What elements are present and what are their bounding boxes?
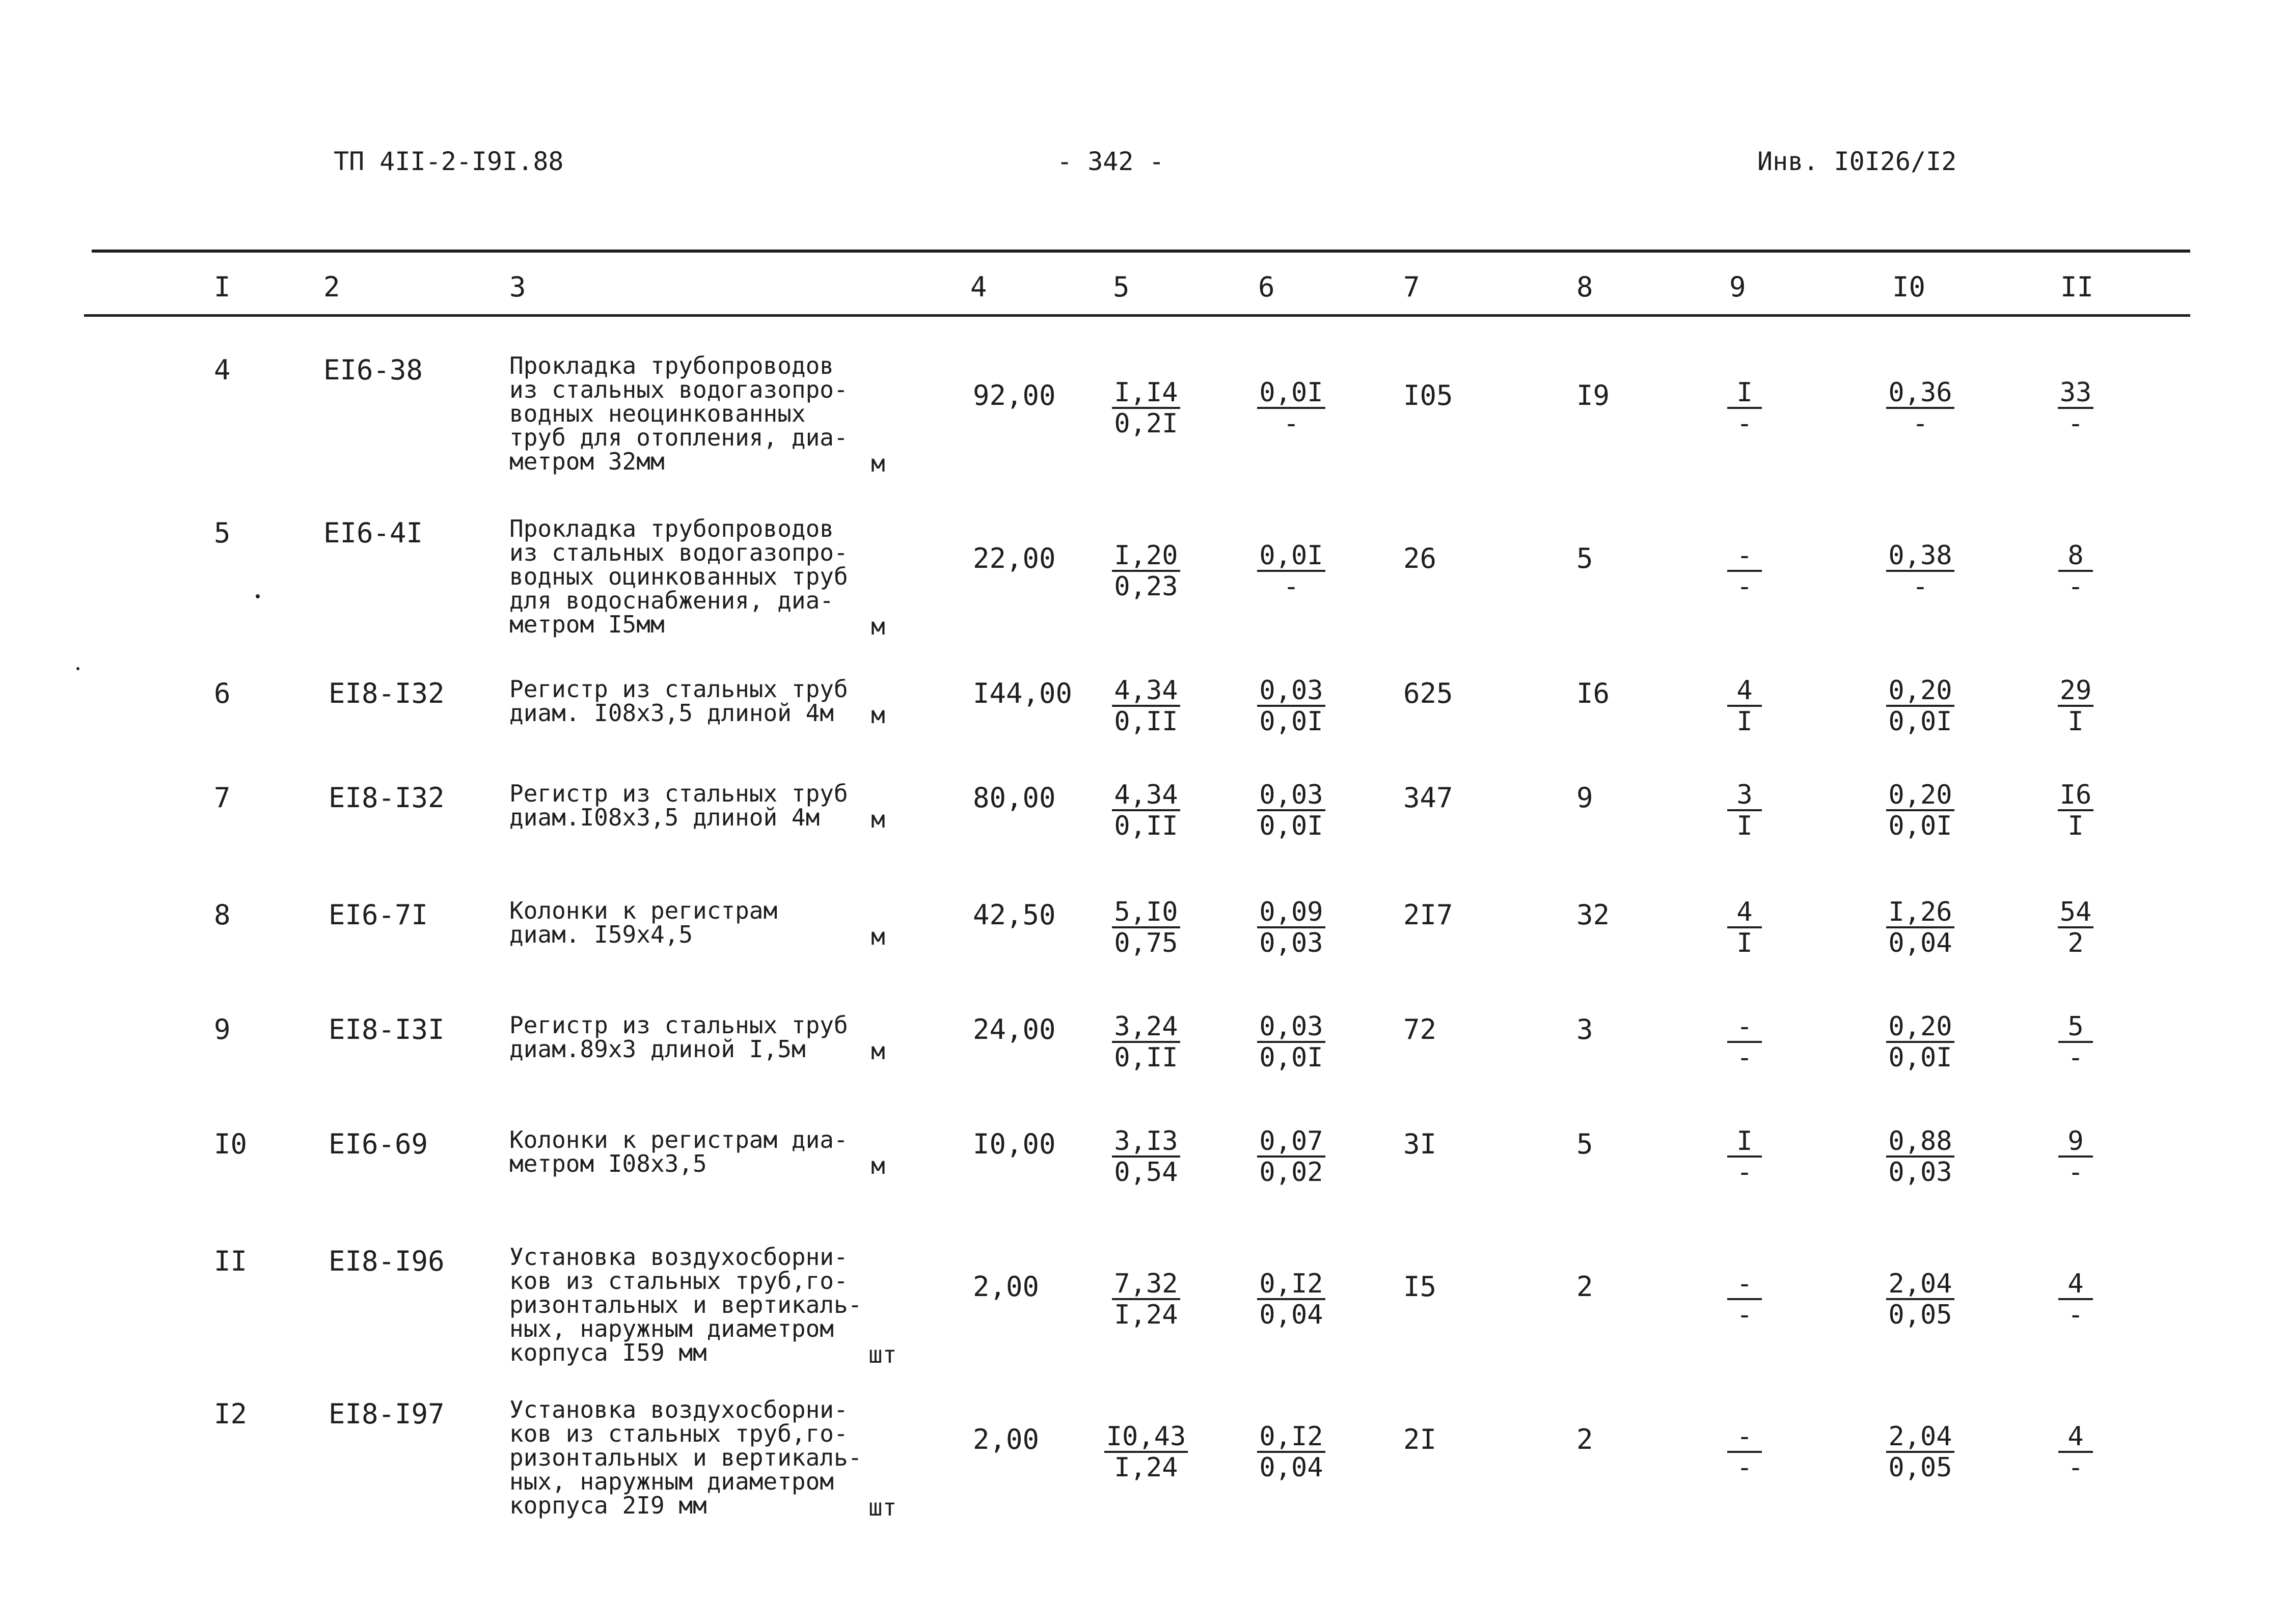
fraction-numerator: 0,09 [1257, 898, 1325, 928]
column-8-value: 32 [1576, 899, 1610, 931]
fraction-denominator: - [1736, 408, 1753, 439]
fraction-denominator: 0,03 [1259, 928, 1323, 958]
fraction-denominator: I [2067, 706, 2084, 737]
unit-of-measure: м [871, 923, 885, 950]
fraction-denominator: - [2067, 1042, 2084, 1073]
row-number: II [214, 1245, 248, 1277]
description-line: Колонки к регистрам [509, 897, 778, 924]
column-7-value: I5 [1403, 1271, 1437, 1303]
fraction-c9 [1689, 780, 1801, 841]
fraction-c6 [1235, 897, 1347, 958]
fraction-c5 [1090, 540, 1202, 601]
fraction-numerator: 0,88 [1886, 1127, 1954, 1158]
fraction-c6 [1235, 675, 1347, 736]
work-description [509, 354, 876, 474]
fraction-numerator: 3 [1727, 781, 1762, 811]
fraction-c6 [1235, 1126, 1347, 1187]
description-line: Колонки к регистрам диа- [509, 1126, 848, 1153]
fraction-c5 [1090, 675, 1202, 736]
fraction-numerator: I0,43 [1104, 1422, 1188, 1453]
row-number: 8 [214, 899, 231, 931]
fraction-c5 [1090, 1011, 1202, 1072]
description-line: Установка воздухосборни- [509, 1396, 848, 1423]
unit-of-measure: м [871, 1037, 885, 1065]
fraction-numerator: 3,I3 [1112, 1127, 1180, 1158]
fraction-numerator: 0,20 [1886, 676, 1954, 707]
row-number: 7 [214, 782, 231, 814]
description-line: метром I5мм [509, 611, 665, 638]
description-line: ных, наружным диаметром [509, 1315, 834, 1342]
fraction-denominator: I [1736, 811, 1753, 841]
fraction-numerator: I6 [2058, 781, 2094, 811]
column-7-value: 3I [1403, 1128, 1437, 1160]
fraction-numerator: I [1727, 1127, 1762, 1158]
fraction-c9 [1689, 540, 1801, 601]
quantity: 24,00 [973, 1013, 1056, 1045]
column-7-value: 2I [1403, 1423, 1437, 1455]
description-line: диам. I59x4,5 [509, 921, 693, 948]
work-description [509, 899, 876, 947]
description-line: Регистр из стальных труб [509, 675, 848, 703]
fraction-numerator: 7,32 [1112, 1270, 1180, 1300]
fraction-c5 [1090, 780, 1202, 841]
unit-of-measure: м [871, 806, 885, 833]
fraction-numerator: 5 [2058, 1012, 2093, 1043]
description-line: корпуса 2I9 мм [509, 1492, 707, 1519]
work-description [509, 1128, 876, 1176]
unit-of-measure: м [871, 701, 885, 729]
fraction-denominator: 0,04 [1259, 1452, 1323, 1483]
column-header-5: 5 [1113, 271, 1130, 303]
row-number: I2 [214, 1398, 248, 1430]
work-description [509, 1245, 876, 1365]
work-description [509, 677, 876, 725]
fraction-denominator: - [2067, 1157, 2084, 1188]
fraction-numerator: 0,07 [1257, 1127, 1325, 1158]
table-top-rule [92, 250, 2190, 253]
fraction-numerator: 4 [2058, 1270, 2093, 1300]
description-line: диам.89x3 длиной I,5м [509, 1035, 806, 1063]
scan-speck [256, 594, 260, 598]
fraction-numerator: 0,03 [1257, 676, 1325, 707]
column-header-3: 3 [509, 271, 526, 303]
fraction-denominator: 0,04 [1888, 928, 1952, 958]
column-header-6: 6 [1258, 271, 1275, 303]
fraction-denominator: - [2067, 1300, 2084, 1330]
column-8-value: I9 [1576, 379, 1610, 411]
fraction-c5 [1090, 1421, 1202, 1482]
fraction-denominator: 0,0I [1888, 811, 1952, 841]
fraction-c10 [1864, 1126, 1976, 1187]
fraction-c5 [1090, 377, 1202, 438]
fraction-c5 [1090, 897, 1202, 958]
fraction-c11 [2020, 1269, 2132, 1330]
fraction-c10 [1864, 377, 1976, 438]
quantity: 22,00 [973, 542, 1056, 574]
fraction-c9 [1689, 377, 1801, 438]
fraction-numerator: - [1727, 1012, 1762, 1043]
fraction-numerator: - [1727, 1270, 1762, 1300]
fraction-c10 [1864, 897, 1976, 958]
scan-speck [76, 667, 79, 670]
fraction-denominator: - [1283, 571, 1299, 602]
column-header-11: II [2060, 271, 2094, 303]
row-number: 5 [214, 517, 231, 549]
unit-of-measure: м [871, 1152, 885, 1179]
fraction-denominator: 2 [2067, 928, 2084, 958]
description-line: Регистр из стальных труб [509, 1011, 848, 1039]
fraction-denominator: - [1736, 1300, 1753, 1330]
fraction-denominator: 0,II [1114, 1042, 1178, 1073]
fraction-denominator: 0,0I [1888, 706, 1952, 737]
fraction-denominator: I,24 [1114, 1300, 1178, 1330]
description-line: Установка воздухосборни- [509, 1243, 848, 1271]
fraction-numerator: 4,34 [1112, 676, 1180, 707]
description-line: Прокладка трубопроводов [509, 352, 834, 379]
fraction-denominator: - [2067, 1452, 2084, 1483]
inventory-number: Инв. I0I26/I2 [1757, 147, 1957, 176]
fraction-denominator: 0,23 [1114, 571, 1178, 602]
rate-code: EI6-38 [323, 354, 423, 386]
fraction-denominator: 0,54 [1114, 1157, 1178, 1188]
fraction-denominator: 0,04 [1259, 1300, 1323, 1330]
rate-code: EI8-I32 [329, 677, 445, 709]
fraction-numerator: 9 [2058, 1127, 2093, 1158]
fraction-numerator: 2,04 [1886, 1270, 1954, 1300]
column-7-value: 347 [1403, 782, 1453, 814]
fraction-c6 [1235, 377, 1347, 438]
fraction-c9 [1689, 675, 1801, 736]
fraction-c5 [1090, 1269, 1202, 1330]
column-7-value: 2I7 [1403, 899, 1453, 931]
unit-of-measure: шт [868, 1341, 897, 1368]
fraction-denominator: - [1283, 408, 1299, 439]
fraction-c10 [1864, 675, 1976, 736]
fraction-numerator: 0,0I [1257, 541, 1325, 572]
fraction-numerator: 0,38 [1886, 541, 1954, 572]
fraction-denominator: - [2067, 408, 2084, 439]
column-7-value: 625 [1403, 677, 1453, 709]
column-7-value: I05 [1403, 379, 1453, 411]
table-header-rule [84, 314, 2190, 317]
fraction-denominator: - [1912, 408, 1928, 439]
fraction-numerator: 5,I0 [1112, 898, 1180, 928]
fraction-c10 [1864, 1269, 1976, 1330]
fraction-denominator: - [1912, 571, 1928, 602]
description-line: Регистр из стальных труб [509, 780, 848, 807]
rate-code: EI8-I3I [329, 1013, 445, 1045]
description-line: ков из стальных труб,го- [509, 1420, 848, 1447]
fraction-numerator: 0,0I [1257, 378, 1325, 409]
fraction-numerator: 4,34 [1112, 781, 1180, 811]
row-number: 6 [214, 677, 231, 709]
quantity: 92,00 [973, 379, 1056, 411]
fraction-numerator: 0,I2 [1257, 1422, 1325, 1453]
fraction-c6 [1235, 1269, 1347, 1330]
fraction-c11 [2020, 1421, 2132, 1482]
fraction-denominator: 0,II [1114, 811, 1178, 841]
fraction-denominator: 0,75 [1114, 928, 1178, 958]
column-header-9: 9 [1729, 271, 1746, 303]
fraction-numerator: 3,24 [1112, 1012, 1180, 1043]
fraction-denominator: - [1736, 1452, 1753, 1483]
work-description [509, 782, 876, 830]
row-number: 9 [214, 1013, 231, 1045]
description-line: для водоснабжения, диа- [509, 587, 834, 614]
column-header-10: I0 [1892, 271, 1926, 303]
description-line: из стальных водогазопро- [509, 539, 848, 566]
unit-of-measure: шт [868, 1494, 897, 1521]
fraction-numerator: 0,03 [1257, 1012, 1325, 1043]
description-line: ков из стальных труб,го- [509, 1267, 848, 1295]
document-code: ТП 4II-2-I9I.88 [334, 147, 564, 176]
fraction-c10 [1864, 1011, 1976, 1072]
fraction-denominator: I,24 [1114, 1452, 1178, 1483]
fraction-numerator: 0,03 [1257, 781, 1325, 811]
fraction-c5 [1090, 1126, 1202, 1187]
quantity: 2,00 [973, 1271, 1040, 1303]
fraction-denominator: 0,05 [1888, 1452, 1952, 1483]
fraction-numerator: 0,36 [1886, 378, 1954, 409]
column-8-value: 5 [1576, 542, 1593, 574]
fraction-c6 [1235, 1421, 1347, 1482]
fraction-denominator: - [1736, 571, 1753, 602]
fraction-numerator: 8 [2058, 541, 2093, 572]
column-8-value: 9 [1576, 782, 1593, 814]
work-description [509, 1398, 876, 1518]
row-number: I0 [214, 1128, 248, 1160]
fraction-numerator: I,20 [1112, 541, 1180, 572]
fraction-c11 [2020, 897, 2132, 958]
fraction-numerator: 0,I2 [1257, 1270, 1325, 1300]
fraction-numerator: - [1727, 1422, 1762, 1453]
fraction-c11 [2020, 540, 2132, 601]
fraction-c6 [1235, 540, 1347, 601]
fraction-numerator: 4 [2058, 1422, 2093, 1453]
fraction-c9 [1689, 1269, 1801, 1330]
description-line: метром I08x3,5 [509, 1150, 707, 1177]
description-line: корпуса I59 мм [509, 1339, 707, 1366]
fraction-numerator: 54 [2058, 898, 2094, 928]
fraction-denominator: 0,05 [1888, 1300, 1952, 1330]
column-7-value: 72 [1403, 1013, 1437, 1045]
rate-code: EI8-I96 [329, 1245, 445, 1277]
fraction-denominator: 0,II [1114, 706, 1178, 737]
page-number: - 342 - [1057, 147, 1164, 176]
column-8-value: 5 [1576, 1128, 1593, 1160]
fraction-numerator: - [1727, 541, 1762, 572]
fraction-c9 [1689, 1011, 1801, 1072]
column-header-2: 2 [323, 271, 340, 303]
work-description [509, 1013, 876, 1061]
description-line: метром 32мм [509, 448, 665, 475]
fraction-numerator: 0,20 [1886, 1012, 1954, 1043]
description-line: диам.I08x3,5 длиной 4м [509, 804, 820, 831]
fraction-numerator: 4 [1727, 676, 1762, 707]
description-line: Прокладка трубопроводов [509, 515, 834, 542]
description-line: ных, наружным диаметром [509, 1468, 834, 1495]
fraction-numerator: 33 [2058, 378, 2094, 409]
fraction-denominator: 0,02 [1259, 1157, 1323, 1188]
fraction-c10 [1864, 540, 1976, 601]
rate-code: EI8-I32 [329, 782, 445, 814]
rate-code: EI6-4I [323, 517, 423, 549]
fraction-numerator: I [1727, 378, 1762, 409]
description-line: из стальных водогазопро- [509, 376, 848, 403]
quantity: 80,00 [973, 782, 1056, 814]
column-header-4: 4 [970, 271, 987, 303]
fraction-numerator: 0,20 [1886, 781, 1954, 811]
column-7-value: 26 [1403, 542, 1437, 574]
fraction-denominator: - [1736, 1157, 1753, 1188]
fraction-numerator: I,I4 [1112, 378, 1180, 409]
quantity: I44,00 [973, 677, 1073, 709]
column-header-1: I [214, 271, 231, 303]
rate-code: EI6-69 [329, 1128, 428, 1160]
fraction-c10 [1864, 1421, 1976, 1482]
fraction-denominator: I [1736, 928, 1753, 958]
description-line: ризонтальных и вертикаль- [509, 1291, 862, 1318]
rate-code: EI8-I97 [329, 1398, 445, 1430]
column-header-8: 8 [1576, 271, 1593, 303]
fraction-numerator: 2,04 [1886, 1422, 1954, 1453]
fraction-c11 [2020, 675, 2132, 736]
fraction-c9 [1689, 1126, 1801, 1187]
fraction-numerator: 29 [2058, 676, 2094, 707]
fraction-denominator: I [2067, 811, 2084, 841]
column-8-value: I6 [1576, 677, 1610, 709]
quantity: I0,00 [973, 1128, 1056, 1160]
row-number: 4 [214, 354, 231, 386]
fraction-c9 [1689, 897, 1801, 958]
fraction-denominator: - [2067, 571, 2084, 602]
quantity: 42,50 [973, 899, 1056, 931]
fraction-denominator: 0,2I [1114, 408, 1178, 439]
unit-of-measure: м [871, 613, 885, 640]
description-line: водных неоцинкованных [509, 400, 806, 427]
quantity: 2,00 [973, 1423, 1040, 1455]
fraction-denominator: 0,0I [1259, 1042, 1323, 1073]
fraction-denominator: - [1736, 1042, 1753, 1073]
fraction-c11 [2020, 1011, 2132, 1072]
column-8-value: 2 [1576, 1271, 1593, 1303]
fraction-c11 [2020, 377, 2132, 438]
fraction-denominator: 0,0I [1259, 811, 1323, 841]
fraction-denominator: I [1736, 706, 1753, 737]
fraction-c11 [2020, 780, 2132, 841]
unit-of-measure: м [871, 450, 885, 477]
fraction-denominator: 0,03 [1888, 1157, 1952, 1188]
fraction-denominator: 0,0I [1259, 706, 1323, 737]
fraction-denominator: 0,0I [1888, 1042, 1952, 1073]
fraction-numerator: 4 [1727, 898, 1762, 928]
description-line: водных оцинкованных труб [509, 563, 848, 590]
column-header-7: 7 [1403, 271, 1420, 303]
description-line: диам. I08x3,5 длиной 4м [509, 699, 834, 727]
fraction-c6 [1235, 1011, 1347, 1072]
fraction-c9 [1689, 1421, 1801, 1482]
work-description [509, 517, 876, 637]
column-8-value: 3 [1576, 1013, 1593, 1045]
column-8-value: 2 [1576, 1423, 1593, 1455]
fraction-numerator: I,26 [1886, 898, 1954, 928]
fraction-c11 [2020, 1126, 2132, 1187]
rate-code: EI6-7I [329, 899, 428, 931]
description-line: ризонтальных и вертикаль- [509, 1444, 862, 1471]
fraction-c10 [1864, 780, 1976, 841]
fraction-c6 [1235, 780, 1347, 841]
description-line: труб для отопления, диа- [509, 424, 848, 451]
